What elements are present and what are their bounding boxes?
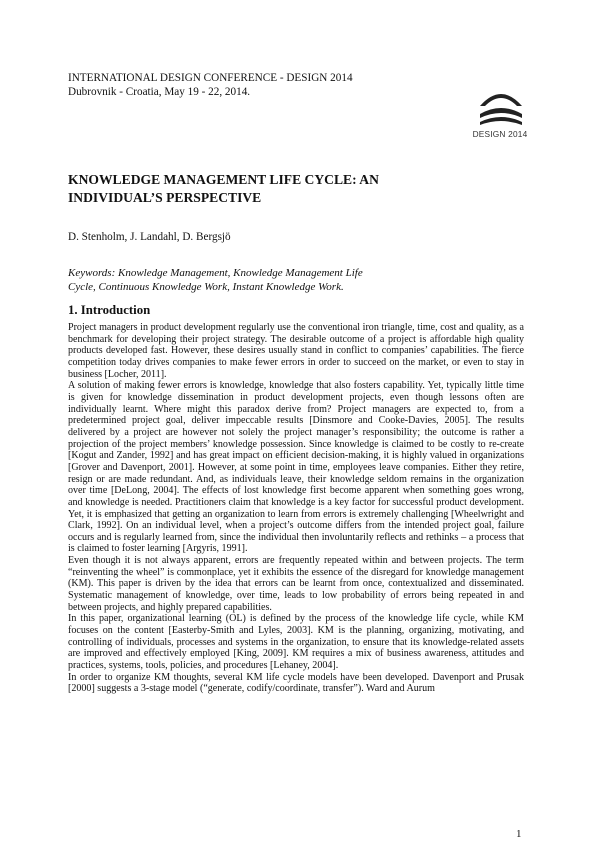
paragraph: Even though it is not always apparent, errors are frequently repeated within and between projects. The term “reinventing the wheel” is commonplace, yet it exhibits the essence of the disregard for knowledge management (KM). This paper is driven by the idea that errors can be learnt from once, contextualized and disseminated. Systematic management of knowledge, over time, leads to low probability of errors being repeated in and between projects, and highly prepared capabilities. bbox=[68, 555, 524, 613]
keywords-line: Cycle, Continuous Knowledge Work, Instant Knowledge Work. bbox=[68, 281, 344, 293]
page-number: 1 bbox=[516, 828, 522, 840]
paragraph: A solution of making fewer errors is knowledge, knowledge that also fosters capability. Yet, typically little time is given for knowledge dissemination in product development projects, even though lessons often are individually learnt. Where might this paradox derive from? Project managers are expected to, from a predetermined project goal, deliver impeccable results [Dinsmore and Cooke-Davies, 2005]. The results delivered by a project are however not solely the project manager’s responsibility; the outcome is rather a projection of the project members’ knowledge possession. Since knowledge is claimed to be costly to re-create [Kogut and Zander, 1992] and has great impact on efficient decision-making, it is highly valued in organizations [Grover and Davenport, 2001]. However, at some point in time, employees leave companies. Either they retire, resign or are made redundant. And, as individuals leave, their knowledge seldom remains in the organization over time [DeLong, 2004]. The effects of lost knowledge first become apparent when something goes wrong, and knowledge is needed. Practitioners claim that knowledge is a key factor for successful product development. Yet, it is emphasized that getting an organization to learn from errors is extremely challenging [Wheelwright and Clark, 1992]. On an individual level, when a project’s outcome differs from the intended project goal, failure occurs and is regularly learned from, since the individual then involuntarily reflects and rethinks – a process that is claimed to foster learning [Argyris, 1991]. bbox=[68, 380, 524, 555]
conference-location-date: Dubrovnik - Croatia, May 19 - 22, 2014. bbox=[68, 86, 251, 98]
paragraph: In this paper, organizational learning (OL) is defined by the process of the knowledge life cycle, while KM focuses on the content [Easterby-Smith and Lyles, 2003]. KM is the planning, organizing, motivating, and controlling of individuals, processes and systems in the organization, to ensure that its knowledge-related assets are improved and effectively employed [King, 2009]. KM requires a mix of business awareness, attitudes and practices, systems, tools, policies, and procedures [Lehaney, 2004]. bbox=[68, 613, 524, 672]
design-logo-icon bbox=[470, 80, 532, 128]
authors: D. Stenholm, J. Landahl, D. Bergsjö bbox=[68, 231, 231, 243]
body-text bbox=[68, 322, 524, 695]
paragraph: Project managers in product development regularly use the conventional iron triangle, time, cost and quality, as a benchmark for developing their project strategy. The desirable outcome of a project is affordable high quality products developed fast. However, these desires usually stand in conflict to companies’ capabilities. The fierce competition today drives companies to make fewer errors in order to succeed on the market, or even to stay in business [Locher, 2011]. bbox=[68, 322, 524, 380]
section-heading: 1. Introduction bbox=[68, 303, 151, 317]
paragraph: In order to organize KM thoughts, several KM life cycle models have been developed. Davenport and Prusak [2000] suggests a 3-stage model (“generate, codify/coordinate, transfer”). Ward and Aurum bbox=[68, 671, 524, 695]
conference-header bbox=[68, 71, 353, 99]
keywords-line: Keywords: Knowledge Management, Knowledge Management Life bbox=[68, 267, 363, 279]
title-line: KNOWLEDGE MANAGEMENT LIFE CYCLE: AN bbox=[68, 172, 379, 187]
keywords bbox=[68, 266, 398, 294]
conference-name: INTERNATIONAL DESIGN CONFERENCE - DESIGN 2014 bbox=[68, 72, 353, 84]
logo-caption: DESIGN 2014 bbox=[472, 129, 528, 139]
paper-title bbox=[68, 171, 488, 207]
title-line: INDIVIDUAL’S PERSPECTIVE bbox=[68, 190, 262, 205]
